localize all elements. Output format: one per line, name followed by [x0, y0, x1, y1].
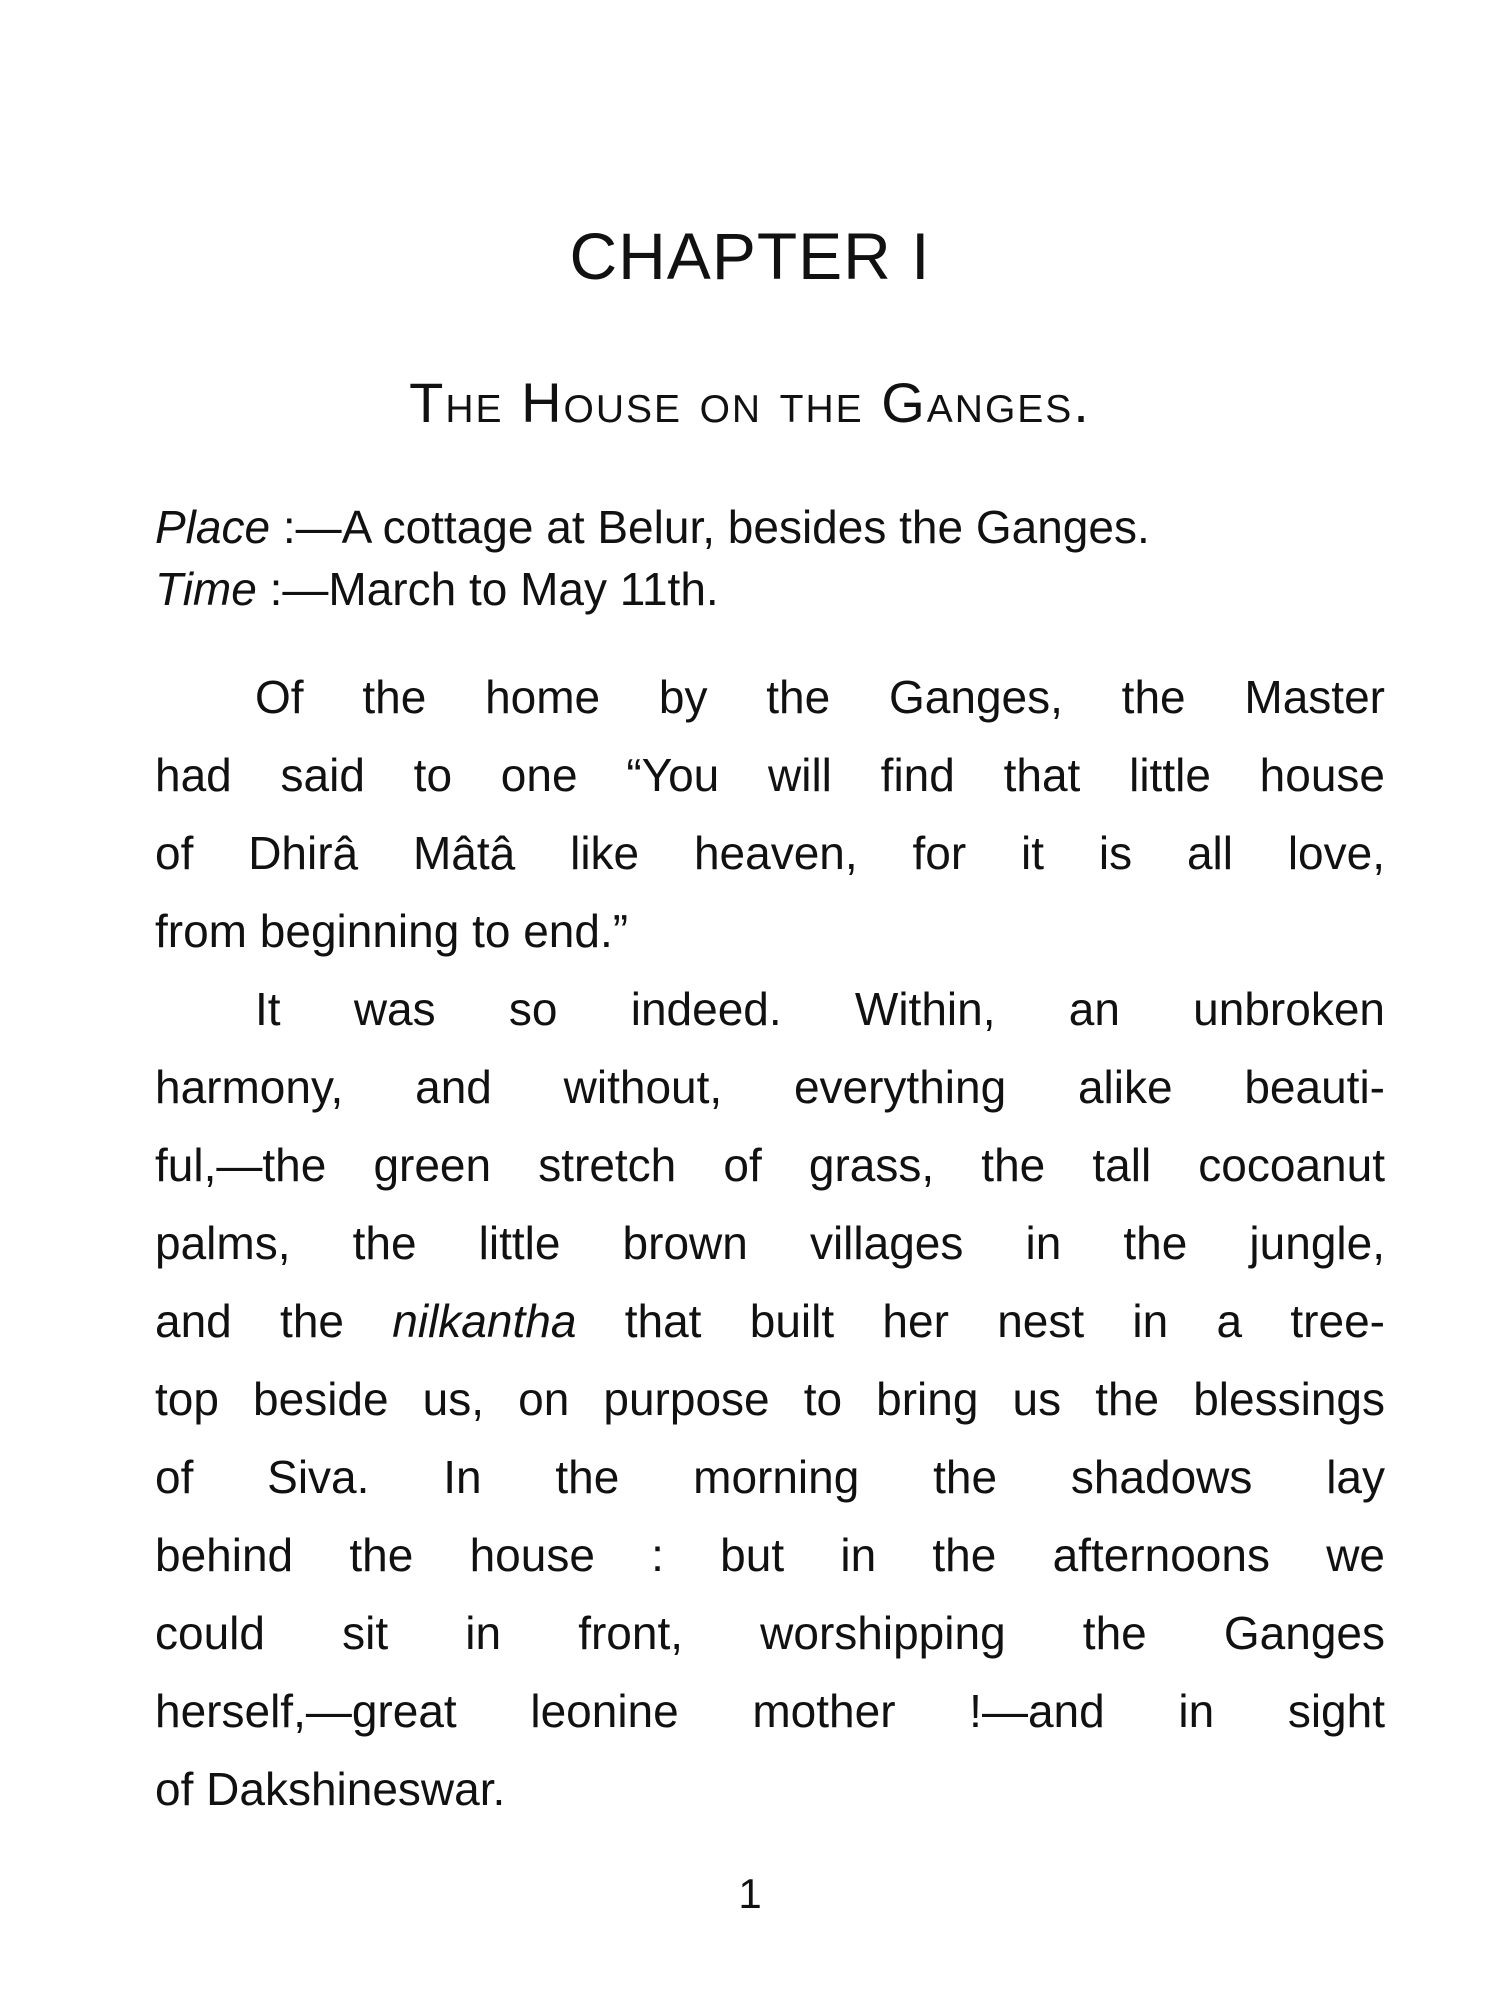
paragraph-2-line-6: top beside us, on purpose to bring us the blessings — [155, 1373, 1385, 1425]
paragraph-2-line-10: herself,—great leonine mother !—and in sight — [155, 1685, 1385, 1737]
body-text — [155, 658, 1385, 1828]
italic-word-nilkantha: nilkantha — [392, 1295, 577, 1347]
paragraph-2-line-9: could sit in front, worshipping the Ganges — [155, 1607, 1385, 1659]
place-label: Place — [155, 501, 271, 553]
paragraph-1-line-4: from beginning to end.” — [155, 905, 629, 957]
line-5-end: that built her nest in a tree- — [576, 1295, 1385, 1347]
paragraph-2-line-3: ful,—the green stretch of grass, the tall cocoanut — [155, 1139, 1385, 1191]
paragraph-2-line-11: of Dakshineswar. — [155, 1763, 506, 1815]
paragraph-1-line-2: had said to one “You will find that little house — [155, 749, 1385, 801]
paragraph-1-line-1: Of the home by the Ganges, the Master — [255, 671, 1385, 723]
paragraph-2-line-1: It was so indeed. Within, an unbroken — [255, 983, 1385, 1035]
paragraph-2-line-2: harmony, and without, everything alike beauti- — [155, 1061, 1385, 1113]
place-line — [155, 496, 1385, 558]
place-text: :—A cottage at Belur, besides the Ganges. — [270, 501, 1150, 553]
chapter-title: CHAPTER I — [569, 219, 931, 293]
time-line — [155, 558, 1385, 620]
paragraph-2-line-5 — [155, 1282, 1385, 1360]
time-text: :—March to May 11th. — [256, 563, 719, 615]
page-number: 1 — [738, 1870, 762, 1917]
paragraph-2-line-8: behind the house : but in the afternoons we — [155, 1529, 1385, 1581]
paragraph-2-line-7: of Siva. In the morning the shadows lay — [155, 1451, 1385, 1503]
paragraph-2-line-4: palms, the little brown villages in the jungle, — [155, 1217, 1385, 1269]
paragraph-1-line-3: of Dhirâ Mâtâ like heaven, for it is all love, — [155, 827, 1385, 879]
line-5-start: and the — [155, 1295, 393, 1347]
chapter-subtitle: The House on the Ganges. — [409, 371, 1091, 434]
time-label: Time — [155, 563, 257, 615]
